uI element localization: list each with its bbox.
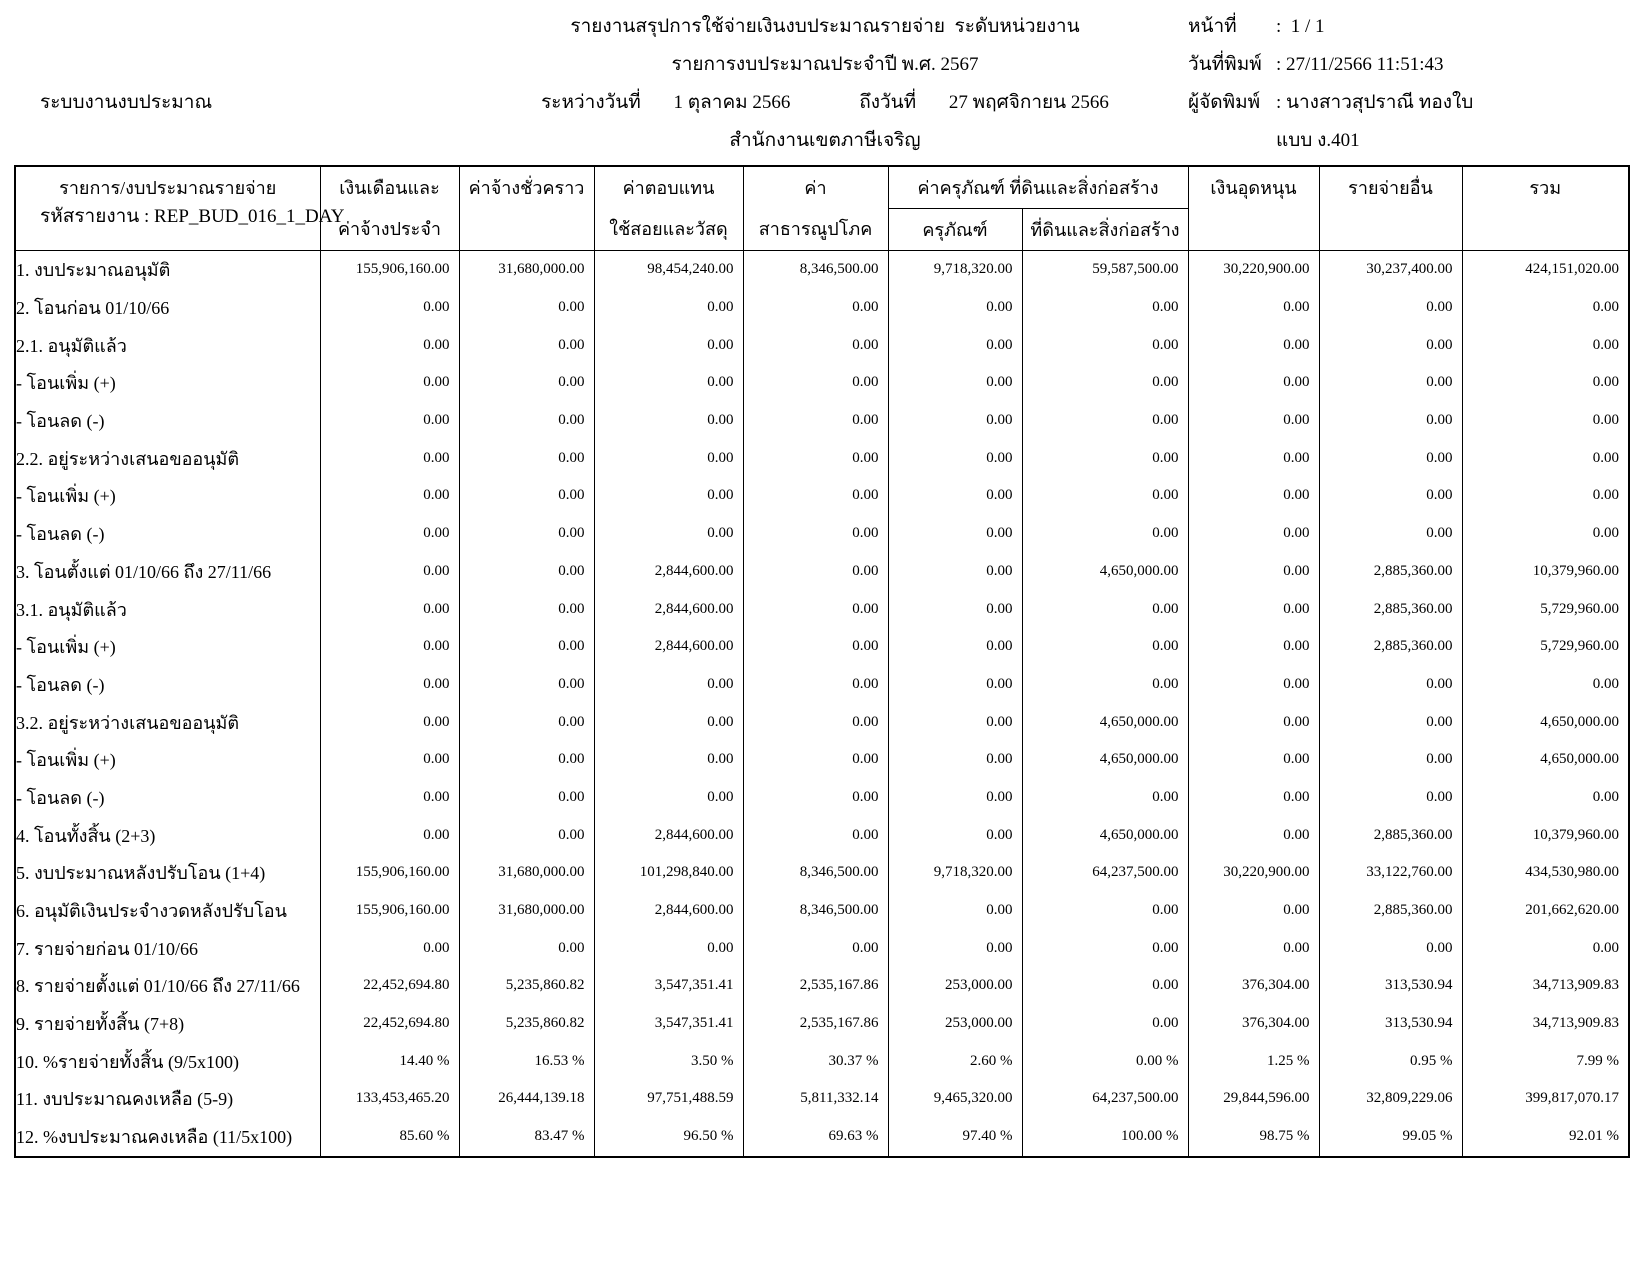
row-value: 83.47 % [459,1118,594,1157]
row-value: 0.00 [1022,439,1188,477]
row-value: 0.00 [1319,929,1462,967]
table-row [15,326,1629,364]
row-value: 4,650,000.00 [1022,816,1188,854]
row-value: 0.00 [743,402,888,440]
row-value: 2.60 % [888,1042,1022,1080]
row-value: 0.00 [594,741,743,779]
table-row [15,854,1629,892]
row-value: 5,235,860.82 [459,1005,594,1043]
system-name: ระบบงานงบประมาณ [40,92,213,113]
row-value: 0.00 [320,289,459,327]
row-value: 0.00 [1319,289,1462,327]
col-header-compensation: ค่าตอบแทน ใช้สอยและวัสดุ [594,166,743,251]
row-value: 3,547,351.41 [594,1005,743,1043]
row-value: 64,237,500.00 [1022,1080,1188,1118]
row-value: 97,751,488.59 [594,1080,743,1118]
table-body [15,251,1629,1157]
row-label: 9. รายจ่ายทั้งสิ้น (7+8) [15,1005,320,1043]
table-row [15,1042,1629,1080]
row-value: 0.00 [1462,326,1629,364]
col-header-subsidy: เงินอุดหนุน [1188,166,1319,251]
row-value: 0.00 [459,553,594,591]
table-row [15,289,1629,327]
row-label: 3. โอนตั้งแต่ 01/10/66 ถึง 27/11/66 [15,553,320,591]
row-value: 0.00 [459,289,594,327]
table-row [15,929,1629,967]
row-value: 0.00 [743,326,888,364]
row-value: 5,235,860.82 [459,967,594,1005]
report-code: รหัสรายงาน : REP_BUD_016_1_DAY [40,206,345,227]
table-row [15,402,1629,440]
row-value: 0.00 [1319,779,1462,817]
period-to-date: 27 พฤศจิกายน 2566 [948,92,1109,113]
row-value: 0.00 [1022,666,1188,704]
row-value: 0.00 [1188,402,1319,440]
printed-by-row [1188,84,1473,122]
row-value: 0.00 [1462,666,1629,704]
row-value: 0.00 [459,402,594,440]
row-value: 0.00 [1022,967,1188,1005]
row-value: 26,444,139.18 [459,1080,594,1118]
row-value: 4,650,000.00 [1462,703,1629,741]
row-label: - โอนลด (-) [15,779,320,817]
row-value: 0.00 [1462,289,1629,327]
row-value: 96.50 % [594,1118,743,1157]
row-value: 30.37 % [743,1042,888,1080]
row-value: 0.00 [594,703,743,741]
row-value: 10,379,960.00 [1462,816,1629,854]
row-value: 92.01 % [1462,1118,1629,1157]
row-value: 0.00 [1462,779,1629,817]
row-value: 0.00 [1188,892,1319,930]
row-value: 5,729,960.00 [1462,590,1629,628]
row-value: 0.00 [888,439,1022,477]
row-value: 313,530.94 [1319,1005,1462,1043]
row-label: 2.1. อนุมัติแล้ว [15,326,320,364]
row-value: 59,587,500.00 [1022,251,1188,289]
printed-by-label: ผู้จัดพิมพ์ [1188,92,1261,113]
row-value: 0.00 [888,628,1022,666]
row-value: 0.00 [320,929,459,967]
row-value: 4,650,000.00 [1462,741,1629,779]
row-value: 0.00 [1022,628,1188,666]
row-value: 2,844,600.00 [594,628,743,666]
row-value: 98.75 % [1188,1118,1319,1157]
row-value: 0.00 [459,628,594,666]
row-value: 101,298,840.00 [594,854,743,892]
row-value: 0.00 [888,364,1022,402]
col-header-utilities: ค่า สาธารณูปโภค [743,166,888,251]
row-value: 0.00 [320,326,459,364]
row-value: 0.00 [743,590,888,628]
row-label: 5. งบประมาณหลังปรับโอน (1+4) [15,854,320,892]
row-value: 2,535,167.86 [743,967,888,1005]
row-value: 0.00 [320,364,459,402]
row-value: 0.00 [743,816,888,854]
row-value: 0.00 [594,326,743,364]
row-label: - โอนเพิ่ม (+) [15,628,320,666]
row-value: 22,452,694.80 [320,967,459,1005]
report-title: รายงานสรุปการใช้จ่ายเงินงบประมาณรายจ่าย ระดับหน่วยงาน [570,16,1080,37]
table-row [15,515,1629,553]
row-value: 64,237,500.00 [1022,854,1188,892]
row-value: 2,844,600.00 [594,816,743,854]
row-value: 0.00 [459,779,594,817]
row-value: 3.50 % [594,1042,743,1080]
table-row [15,741,1629,779]
row-value: 34,713,909.83 [1462,1005,1629,1043]
row-value: 0.00 [1188,666,1319,704]
row-value: 2,885,360.00 [1319,628,1462,666]
row-value: 0.00 [1319,515,1462,553]
row-value: 0.00 [888,402,1022,440]
row-value: 31,680,000.00 [459,251,594,289]
office-name: สำนักงานเขตภาษีเจริญ [729,130,921,151]
row-label: - โอนลด (-) [15,666,320,704]
table-row [15,628,1629,666]
row-value: 0.00 [1188,553,1319,591]
row-value: 0.00 [888,929,1022,967]
row-label: 1. งบประมาณอนุมัติ [15,251,320,289]
row-value: 0.00 [1319,477,1462,515]
row-value: 1.25 % [1188,1042,1319,1080]
col-header-item: รายการ/งบประมาณรายจ่าย [15,166,320,251]
row-value: 376,304.00 [1188,1005,1319,1043]
row-value: 0.00 [594,364,743,402]
row-value: 0.00 [888,892,1022,930]
row-value: 0.00 [743,666,888,704]
page-number-value: : 1 / 1 [1276,16,1325,37]
row-value: 0.00 [1022,590,1188,628]
row-value: 0.00 [743,439,888,477]
row-value: 0.00 [1188,628,1319,666]
table-row [15,666,1629,704]
row-value: 0.00 [888,553,1022,591]
row-value: 0.00 [743,779,888,817]
row-value: 0.00 [1188,703,1319,741]
row-value: 34,713,909.83 [1462,967,1629,1005]
row-value: 2,885,360.00 [1319,590,1462,628]
row-value: 399,817,070.17 [1462,1080,1629,1118]
row-value: 0.00 [459,703,594,741]
row-value: 424,151,020.00 [1462,251,1629,289]
row-value: 0.00 [1188,326,1319,364]
row-value: 0.00 [1188,929,1319,967]
print-date-value: : 27/11/2566 11:51:43 [1276,54,1444,75]
row-value: 0.00 [1188,741,1319,779]
row-value: 0.00 [320,477,459,515]
row-value: 22,452,694.80 [320,1005,459,1043]
row-label: - โอนเพิ่ม (+) [15,477,320,515]
budget-table [14,165,1630,1158]
row-label: 6. อนุมัติเงินประจำงวดหลังปรับโอน [15,892,320,930]
row-value: 0.00 [743,515,888,553]
col-header-salary: เงินเดือนและ ค่าจ้างประจำ [320,166,459,251]
row-value: 2,885,360.00 [1319,816,1462,854]
row-value: 0.00 [1022,892,1188,930]
row-value: 5,729,960.00 [1462,628,1629,666]
row-value: 0.00 [1022,779,1188,817]
table-row [15,1118,1629,1157]
row-value: 0.00 [1188,590,1319,628]
row-value: 4,650,000.00 [1022,553,1188,591]
table-row [15,364,1629,402]
row-value: 0.00 [743,553,888,591]
row-value: 376,304.00 [1188,967,1319,1005]
row-value: 0.00 [1319,326,1462,364]
row-value: 0.00 [1319,666,1462,704]
row-value: 98,454,240.00 [594,251,743,289]
row-value: 155,906,160.00 [320,251,459,289]
row-value: 0.00 [1188,364,1319,402]
col-header-equipment: ครุภัณฑ์ [888,209,1022,251]
row-value: 0.00 [594,666,743,704]
row-value: 0.00 [1022,289,1188,327]
form-code: แบบ ง.401 [1276,130,1360,151]
table-row [15,967,1629,1005]
row-value: 9,465,320.00 [888,1080,1022,1118]
row-value: 0.00 [1319,402,1462,440]
row-value: 0.00 [459,741,594,779]
row-value: 29,844,596.00 [1188,1080,1319,1118]
row-value: 32,809,229.06 [1319,1080,1462,1118]
row-value: 33,122,760.00 [1319,854,1462,892]
row-value: 0.00 [1022,1005,1188,1043]
row-label: 2.2. อยู่ระหว่างเสนอขออนุมัติ [15,439,320,477]
row-value: 0.00 [1462,402,1629,440]
row-value: 0.00 [594,289,743,327]
row-value: 0.00 [1022,477,1188,515]
table-row [15,590,1629,628]
row-value: 0.00 [1188,477,1319,515]
row-label: - โอนเพิ่ม (+) [15,741,320,779]
row-value: 0.00 [743,477,888,515]
row-value: 0.00 [1022,929,1188,967]
row-value: 2,844,600.00 [594,553,743,591]
row-value: 0.00 [1188,515,1319,553]
row-value: 8,346,500.00 [743,854,888,892]
row-value: 0.00 [743,289,888,327]
row-value: 0.00 [888,289,1022,327]
table-row [15,1080,1629,1118]
table-row [15,553,1629,591]
row-value: 31,680,000.00 [459,892,594,930]
period-from-label: ระหว่างวันที่ [541,92,641,113]
row-value: 30,237,400.00 [1319,251,1462,289]
row-value: 0.00 [594,515,743,553]
row-value: 0.00 [320,779,459,817]
row-value: 99.05 % [1319,1118,1462,1157]
row-value: 30,220,900.00 [1188,251,1319,289]
row-value: 0.95 % [1319,1042,1462,1080]
row-value: 5,811,332.14 [743,1080,888,1118]
row-value: 4,650,000.00 [1022,703,1188,741]
row-value: 0.00 [1188,439,1319,477]
row-value: 0.00 [1462,439,1629,477]
table-row [15,779,1629,817]
row-value: 201,662,620.00 [1462,892,1629,930]
row-value: 3,547,351.41 [594,967,743,1005]
row-value: 0.00 [320,515,459,553]
row-label: 4. โอนทั้งสิ้น (2+3) [15,816,320,854]
row-value: 0.00 [1319,741,1462,779]
row-value: 9,718,320.00 [888,251,1022,289]
row-label: - โอนลด (-) [15,515,320,553]
row-label: 3.2. อยู่ระหว่างเสนอขออนุมัติ [15,703,320,741]
page-number-row [1188,8,1473,46]
header-right [1188,8,1473,160]
col-header-temp-hire: ค่าจ้างชั่วคราว [459,166,594,251]
row-value: 0.00 [459,816,594,854]
table-row [15,251,1629,289]
row-value: 0.00 [888,779,1022,817]
row-value: 0.00 [1462,515,1629,553]
row-value: 0.00 [459,929,594,967]
row-value: 2,885,360.00 [1319,892,1462,930]
row-value: 0.00 [459,439,594,477]
row-value: 0.00 [888,515,1022,553]
row-value: 0.00 [320,628,459,666]
row-value: 0.00 [1319,364,1462,402]
row-value: 10,379,960.00 [1462,553,1629,591]
row-value: 0.00 [888,816,1022,854]
row-value: 16.53 % [459,1042,594,1080]
page-number-label: หน้าที่ [1188,16,1237,37]
row-value: 0.00 [594,439,743,477]
period-from-date: 1 ตุลาคม 2566 [673,92,791,113]
row-value: 0.00 [888,666,1022,704]
row-value: 0.00 [594,477,743,515]
row-value: 0.00 [459,477,594,515]
period-to-label: ถึงวันที่ [859,92,917,113]
row-value: 0.00 [888,590,1022,628]
row-value: 0.00 [1319,439,1462,477]
row-value: 0.00 [1022,402,1188,440]
row-value: 31,680,000.00 [459,854,594,892]
row-value: 0.00 [888,703,1022,741]
row-value: 0.00 [743,703,888,741]
row-value: 0.00 [743,741,888,779]
row-value: 0.00 [1462,364,1629,402]
row-value: 14.40 % [320,1042,459,1080]
col-header-land-construction: ที่ดินและสิ่งก่อสร้าง [1022,209,1188,251]
row-value: 0.00 [1022,364,1188,402]
table-row [15,703,1629,741]
row-value: 2,844,600.00 [594,892,743,930]
row-value: 2,535,167.86 [743,1005,888,1043]
row-value: 434,530,980.00 [1462,854,1629,892]
row-value: 0.00 [888,741,1022,779]
row-value: 0.00 [1188,289,1319,327]
row-value: 2,885,360.00 [1319,553,1462,591]
row-value: 100.00 % [1022,1118,1188,1157]
row-value: 0.00 [320,590,459,628]
row-value: 155,906,160.00 [320,854,459,892]
row-value: 0.00 [459,666,594,704]
print-date-label: วันที่พิมพ์ [1188,54,1262,75]
row-value: 0.00 [459,590,594,628]
row-label: - โอนลด (-) [15,402,320,440]
row-label: 8. รายจ่ายตั้งแต่ 01/10/66 ถึง 27/11/66 [15,967,320,1005]
row-value: 69.63 % [743,1118,888,1157]
row-label: 2. โอนก่อน 01/10/66 [15,289,320,327]
row-value: 0.00 [320,816,459,854]
row-value: 4,650,000.00 [1022,741,1188,779]
row-value: 0.00 % [1022,1042,1188,1080]
row-value: 133,453,465.20 [320,1080,459,1118]
printed-by-value: : นางสาวสุปราณี ทองใบ [1276,92,1474,113]
table-row [15,1005,1629,1043]
row-value: 0.00 [888,326,1022,364]
report-subtitle: รายการงบประมาณประจำปี พ.ศ. 2567 [671,54,979,75]
row-value: 0.00 [1462,929,1629,967]
row-label: 10. %รายจ่ายทั้งสิ้น (9/5x100) [15,1042,320,1080]
row-value: 0.00 [1462,477,1629,515]
row-value: 253,000.00 [888,967,1022,1005]
row-value: 0.00 [320,553,459,591]
row-value: 0.00 [1188,779,1319,817]
row-value: 0.00 [459,326,594,364]
row-value: 0.00 [1022,515,1188,553]
row-label: 7. รายจ่ายก่อน 01/10/66 [15,929,320,967]
table-row [15,816,1629,854]
row-value: 0.00 [743,929,888,967]
row-value: 0.00 [888,477,1022,515]
row-value: 0.00 [459,364,594,402]
row-value: 0.00 [594,929,743,967]
row-label: - โอนเพิ่ม (+) [15,364,320,402]
row-label: 12. %งบประมาณคงเหลือ (11/5x100) [15,1118,320,1157]
row-value: 0.00 [594,779,743,817]
row-label: 11. งบประมาณคงเหลือ (5-9) [15,1080,320,1118]
row-value: 8,346,500.00 [743,251,888,289]
row-value: 7.99 % [1462,1042,1629,1080]
row-value: 0.00 [743,628,888,666]
row-value: 0.00 [459,515,594,553]
row-value: 0.00 [743,364,888,402]
row-value: 0.00 [1188,816,1319,854]
table-header [15,166,1629,251]
row-value: 0.00 [320,402,459,440]
table-row [15,439,1629,477]
row-value: 0.00 [320,666,459,704]
row-value: 0.00 [1022,326,1188,364]
row-value: 0.00 [1319,703,1462,741]
row-value: 253,000.00 [888,1005,1022,1043]
row-value: 8,346,500.00 [743,892,888,930]
row-value: 97.40 % [888,1118,1022,1157]
row-value: 313,530.94 [1319,967,1462,1005]
table-row [15,892,1629,930]
col-header-total: รวม [1462,166,1629,251]
row-value: 0.00 [320,439,459,477]
row-value: 9,718,320.00 [888,854,1022,892]
col-header-other-expense: รายจ่ายอื่น [1319,166,1462,251]
row-value: 0.00 [320,741,459,779]
row-label: 3.1. อนุมัติแล้ว [15,590,320,628]
col-header-equipment-group: ค่าครุภัณฑ์ ที่ดินและสิ่งก่อสร้าง [888,166,1188,209]
row-value: 155,906,160.00 [320,892,459,930]
row-value: 30,220,900.00 [1188,854,1319,892]
row-value: 2,844,600.00 [594,590,743,628]
table-row [15,477,1629,515]
row-value: 85.60 % [320,1118,459,1157]
print-date-row [1188,46,1473,84]
row-value: 0.00 [594,402,743,440]
row-value: 0.00 [320,703,459,741]
